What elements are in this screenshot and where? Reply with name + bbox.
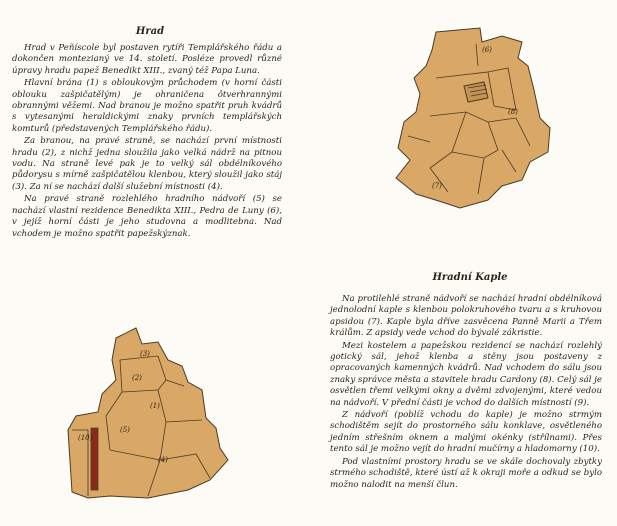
right-section-title: Hradní Kaple bbox=[432, 272, 508, 283]
room-label-6: (6) bbox=[482, 46, 492, 54]
left-paragraph-3: Za branou, na pravé straně, se nachází první místnosti hradu (2), z nichž jedna sloužila jako velká nádrž na pitnou vodu. Na straně levé pak je to velký sál obdélníkového půdorysu s mírně zašpičatělou klenbou, který sloužil jako stáj (3). Za ní se nachází další služební místnosti (4). bbox=[12, 136, 282, 192]
right-paragraph-4: Pod vlastními prostory hradu se ve skále dochovaly zbytky strmého schodiště, které ústí až k okraji moře a odkud se bylo možno nalodit na menší člun. bbox=[330, 456, 602, 490]
room-label-2: (2) bbox=[132, 374, 142, 382]
room-label-7: (7) bbox=[432, 182, 442, 190]
right-section-text bbox=[330, 294, 602, 492]
room-label-5: (5) bbox=[120, 426, 130, 434]
room-label-3: (3) bbox=[140, 350, 150, 358]
room-label-4: (4) bbox=[158, 456, 168, 464]
left-paragraph-1: Hrad v Peñíscole byl postaven rytíři Templářského řádu a dokončen montezianý ve 14. století. Posléze provedl různé úpravy hradu papež Benedikt XIII., zvaný též Papa Luna. bbox=[12, 43, 282, 76]
right-paragraph-1: Na protilehlé straně nádvoří se nachází hradní obdélníková jednolodní kaple s klenbou polokruhového tvaru a s kruhovou apsidou (7). Kaple byla dříve zasvěcena Panně Marii a Třem králům. Z apsidy vede vchod do bývalé zákristie. bbox=[330, 294, 602, 339]
castle-ground-floor-plan bbox=[58, 320, 238, 510]
left-paragraph-2: Hlavní brána (1) s obloukovým průchodem (v horní části oblouku zašpičatělým) je ohraničena ôtverhrannými obrannými věžemi. Nad branou je možno spatřit pruh kvádrů s vytesanými heraldickými znaky prvních templářských komturů (představených Templářského řádu). bbox=[12, 78, 282, 134]
left-paragraph-4: Na pravé straně rozlehlého hradního nádvoří (5) se nachází vlastní rezidence Benedikta XIII., Pedra de Luny (6), v jejíž horní části je jeho studovna a modlitebna. Nad vchodem je možno spatřit papežskýznak. bbox=[12, 194, 282, 239]
room-label-8: (8) bbox=[508, 108, 518, 116]
right-paragraph-2: Mezi kostelem a papežskou rezidencí se nachází rozlehlý gotický sál, jehož klenba a stěny jsou postaveny z opracovaných kamenných kvádrů. Nad vchodem do sálu jsou znaky správce města a stavitele hradu Cardony (8). Celý sál je osvětlen třemi velkými okny a dvěmi zdvojenými, které vedou na nádvoří. V přední části je vchod do dalších místností (9). bbox=[330, 340, 602, 408]
room-label-1: (1) bbox=[150, 402, 160, 410]
right-paragraph-3: Z nádvoří (poblíž vchodu do kaple) je možno strmým schodištěm sejít do prostorného sálu konklave, osvětleného jedním střešním oknem a malými okénky (střílnami). Přes tento sál je možno vejít do hradní mučírny a hladomorny (10). bbox=[330, 410, 602, 455]
upper-plan-outline bbox=[396, 28, 550, 208]
room-label-10: (10) bbox=[78, 434, 93, 442]
castle-upper-floor-plan bbox=[390, 22, 565, 217]
left-section-text bbox=[12, 43, 282, 241]
left-section-title: Hrad bbox=[135, 26, 165, 37]
